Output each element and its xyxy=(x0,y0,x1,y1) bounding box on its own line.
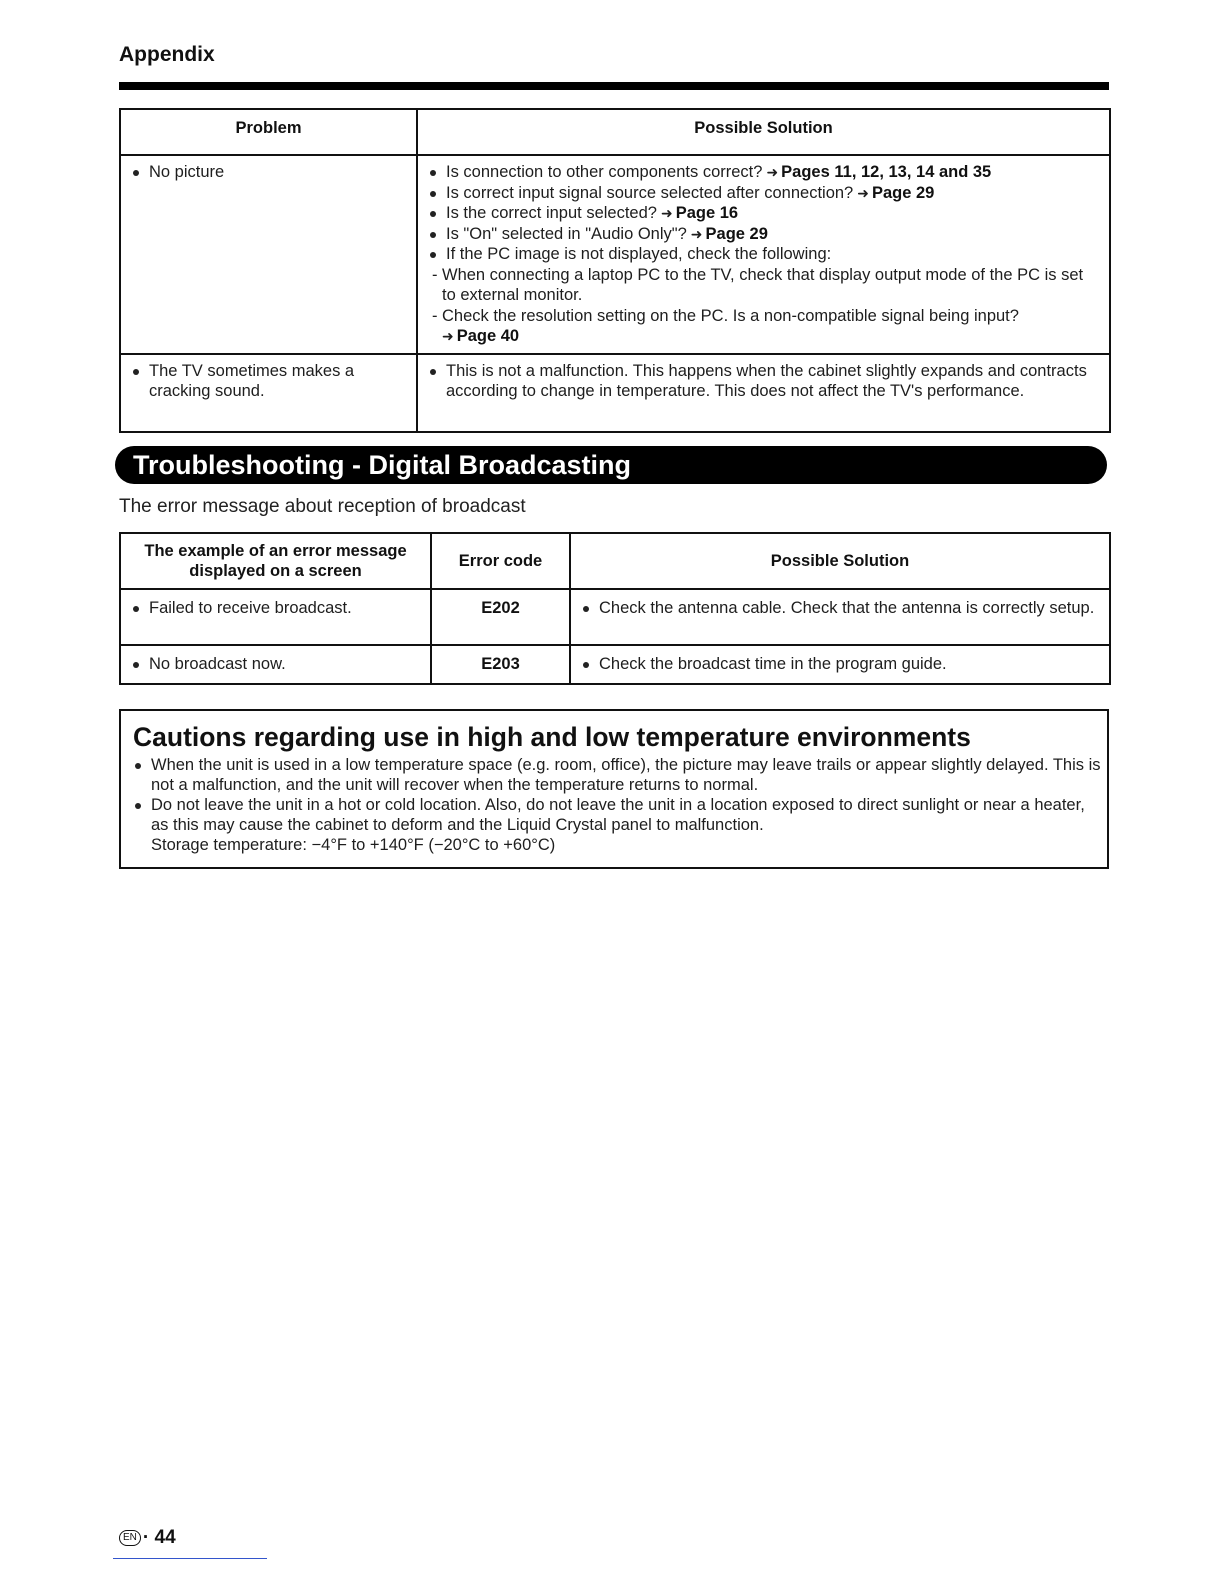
cautions-title: Cautions regarding use in high and low temperature environments xyxy=(133,722,971,752)
table-header-row xyxy=(120,109,1110,155)
column-header-solution: Possible Solution xyxy=(417,109,1110,155)
column-header-problem: Problem xyxy=(120,109,417,155)
banner-title: Troubleshooting - Digital Broadcasting xyxy=(133,450,632,480)
problem-cell xyxy=(120,155,417,354)
list-item: Check the antenna cable. Check that the antenna is correctly setup. xyxy=(581,598,1099,619)
list-item: Failed to receive broadcast. xyxy=(131,598,420,619)
list-item: No broadcast now. xyxy=(131,654,420,675)
list-item: If the PC image is not displayed, check the following: - When connecting a laptop PC to the TV, check that display output mode of the PC is set to external monitor. - Check the resolution setting on the PC. Is a non-compatible signal being input? ➜ Page 40 xyxy=(428,244,1099,347)
page-reference[interactable]: Page 16 xyxy=(675,204,739,222)
page-reference[interactable]: Page 29 xyxy=(705,224,768,243)
table-row xyxy=(120,645,1110,684)
table-row xyxy=(120,155,1110,354)
table-row xyxy=(120,354,1110,432)
list-item: Check the broadcast time in the program guide. xyxy=(581,654,1099,675)
sub-list-item: - When connecting a laptop PC to the TV, check that display output mode of the PC is set to external monitor. xyxy=(432,265,1084,304)
section-banner xyxy=(115,446,1107,484)
language-badge: EN xyxy=(119,1530,141,1546)
table-row xyxy=(120,589,1110,645)
arrow-right-icon: ➜ xyxy=(857,184,869,201)
error-code-cell: E202 xyxy=(431,589,570,645)
arrow-right-icon: ➜ xyxy=(442,328,454,344)
message-cell xyxy=(120,589,431,645)
list-item: The TV sometimes makes a cracking sound. xyxy=(131,361,406,402)
top-rule xyxy=(119,82,1109,90)
page-reference[interactable]: Page 40 xyxy=(456,327,520,345)
storage-temperature: Storage temperature: −4°F to +140°F (−20°C to +60°C) xyxy=(151,836,556,854)
table-header-row xyxy=(120,533,1110,589)
column-header-message: The example of an error message displayed on a screen xyxy=(120,533,431,589)
list-item: Do not leave the unit in a hot or cold location. Also, do not leave the unit in a location exposed to direct sunlight or near a heater, as this may cause the cabinet to deform and the Liquid Crystal panel to malfunction. xyxy=(133,795,1103,835)
arrow-right-icon: ➜ xyxy=(766,164,779,180)
arrow-right-icon: ➜ xyxy=(690,225,703,242)
list-item: No picture xyxy=(131,162,406,183)
solution-cell xyxy=(570,645,1110,684)
page-reference[interactable]: Pages 11, 12, 13, 14 and 35 xyxy=(781,163,992,181)
error-code-table xyxy=(119,532,1111,685)
solution-cell xyxy=(417,155,1110,354)
message-cell xyxy=(120,645,431,684)
page-reference[interactable]: Page 29 xyxy=(871,183,935,202)
list-item: When the unit is used in a low temperature space (e.g. room, office), the picture may leave trails or appear slightly delayed. This is not a malfunction, and the unit will recover when the temperature returns to normal. xyxy=(133,755,1103,795)
sub-list-item: - Check the resolution setting on the PC. Is a non-compatible signal being input? ➜ Page 40 xyxy=(432,306,1019,345)
column-header-error-code: Error code xyxy=(431,533,570,589)
section-title: Appendix xyxy=(119,43,215,66)
footer-line xyxy=(113,1558,267,1559)
list-item: Is connection to other components correct? ➜ Pages 11, 12, 13, 14 and 35 xyxy=(428,162,1099,183)
list-item: This is not a malfunction. This happens when the cabinet slightly expands and contracts according to change in temperature. This does not affect the TV's performance. xyxy=(428,361,1099,402)
list-item: Is "On" selected in "Audio Only"? ➜ Page 29 xyxy=(428,224,1099,245)
error-code-cell: E203 xyxy=(431,645,570,684)
list-item: Is correct input signal source selected after connection? ➜ Page 29 xyxy=(428,183,1099,204)
table-subtitle: The error message about reception of broadcast xyxy=(119,496,526,517)
cautions-box xyxy=(119,709,1109,869)
list-item: Is the correct input selected? ➜ Page 16 xyxy=(428,203,1099,224)
problem-cell xyxy=(120,354,417,432)
solution-cell xyxy=(417,354,1110,432)
troubleshooting-table xyxy=(119,108,1111,433)
page-number: 44 xyxy=(154,1527,176,1548)
column-header-solution: Possible Solution xyxy=(570,533,1110,589)
arrow-right-icon: ➜ xyxy=(660,205,673,221)
page-footer: EN · 44 xyxy=(119,1527,176,1549)
solution-cell xyxy=(570,589,1110,645)
